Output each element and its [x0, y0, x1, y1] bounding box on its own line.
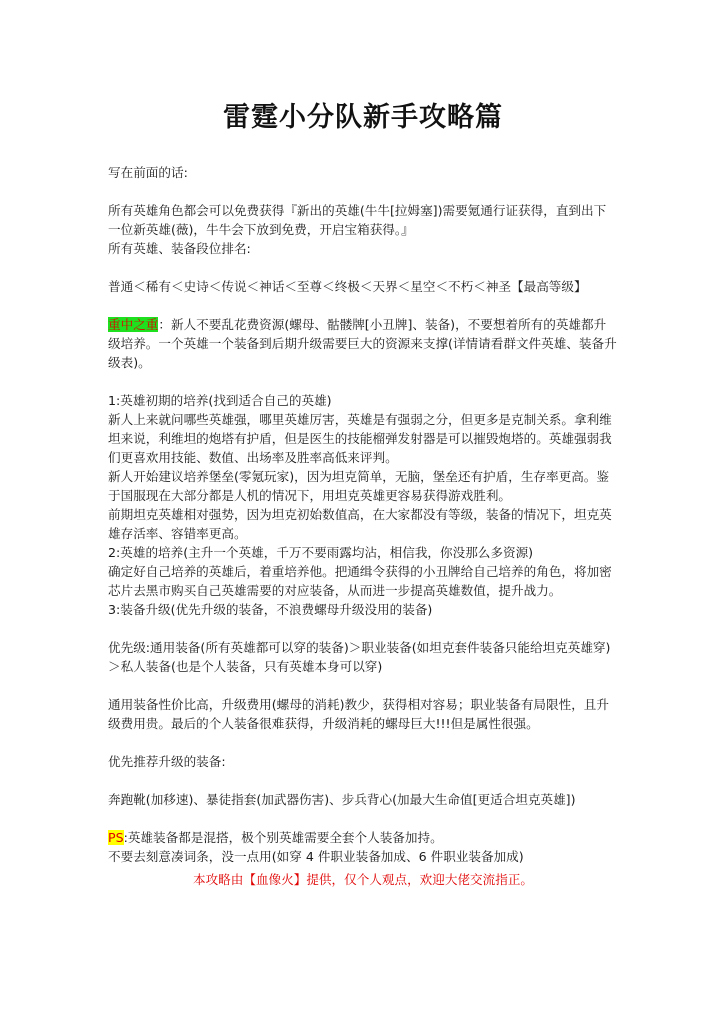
spacer	[108, 296, 618, 315]
rank-label: 所有英雄、装备段位排名:	[108, 241, 251, 256]
spacer	[108, 771, 618, 790]
key-point-highlight: 重中之重	[108, 317, 159, 332]
compare-paragraph: 通用装备性价比高，升级费用(螺母的消耗)教少，获得相对容易；职业装备有局限性，且升级费用贵。最后的个人装备很难获得，升级消耗的螺母巨大!!!但是属性很强。	[108, 697, 609, 731]
recommend-label: 优先推荐升级的装备:	[108, 754, 226, 769]
intro-paragraph: 所有英雄角色都会可以免费获得『新出的英雄(牛牛[拉姆塞])需要氪通行证获得，直到出下一位新英雄(薇)，牛牛会下放到免费，开启宝箱获得。』	[108, 203, 607, 237]
recommend-items: 奔跑靴(加移速)、暴徒指套(加武器伤害)、步兵背心(加最大生命值[更适合坦克英雄])	[108, 792, 576, 807]
key-point-text: ：新人不要乱花费资源(螺母、骷髅牌[小丑牌]、装备)，不要想着所有的英雄都升级培养。一个英雄一个装备到后期升级需要巨大的资源来支撑(详情请看群文件英雄、装备升级表)。	[108, 317, 617, 370]
spacer	[108, 676, 618, 695]
document-body	[108, 163, 618, 889]
section2-paragraph-1: 确定好自己培养的英雄后，着重培养他。把通缉令获得的小丑牌给自己培养的角色，将加密芯片去黑市购买自己英雄需要的对应装备，从而进一步提高英雄数值，提升战力。	[108, 564, 612, 598]
key-point-paragraph	[108, 315, 618, 372]
section3-heading: 3:装备升级(优先升级的装备，不浪费螺母升级没用的装备)	[108, 602, 433, 617]
footer-note: 本攻略由【血像火】提供，仅个人观点，欢迎大佬交流指正。	[192, 872, 534, 887]
preface-label: 写在前面的话:	[108, 165, 188, 180]
spacer	[108, 372, 618, 391]
document-title: 雷霆小分队新手攻略篇	[223, 102, 503, 133]
ps-text: :英雄装备都是混搭，极个别英雄需要全套个人装备加持。	[123, 830, 443, 845]
spacer	[108, 182, 618, 201]
section1-heading: 1:英雄初期的培养(找到适合自己的英雄)	[108, 393, 332, 408]
section1-paragraph-1: 新人上来就问哪些英雄强，哪里英雄厉害，英雄是有强弱之分，但更多是克制关系。拿利维坦来说，利维坦的炮塔有护盾，但是医生的技能榴弹发射器是可以摧毁炮塔的。英雄强弱我们更喜欢用技能、数值、出场率及胜率高低来评判。	[108, 412, 612, 465]
ps-highlight: PS	[108, 830, 124, 845]
section2-heading: 2:英雄的培养(主升一个英雄，千万不要雨露均沾，相信我，你没那么多资源)	[108, 545, 534, 560]
spacer	[108, 619, 618, 638]
ps-line-2: 不要去刻意凑词条，没一点用(如穿 4 件职业装备加成、6 件职业装备加成)	[108, 849, 524, 864]
spacer	[108, 258, 618, 277]
spacer	[108, 733, 618, 752]
ps-paragraph	[108, 828, 618, 847]
section1-paragraph-3: 前期坦克英雄相对强势，因为坦克初始数值高，在大家都没有等级，装备的情况下，坦克英雄存活率、容错率更高。	[108, 507, 612, 541]
spacer	[108, 809, 618, 828]
rank-line: 普通＜稀有＜史诗＜传说＜神话＜至尊＜终极＜天界＜星空＜不朽＜神圣【最高等级】	[108, 279, 587, 294]
priority-paragraph: 优先级:通用装备(所有英雄都可以穿的装备)＞职业装备(如坦克套件装备只能给坦克英雄穿)＞私人装备(也是个人装备，只有英雄本身可以穿)	[108, 640, 611, 674]
section1-paragraph-2: 新人开始建议培养堡垒(零氪玩家)，因为坦克简单，无脑，堡垒还有护盾，生存率更高。鉴于国服现在大部分都是人机的情况下，用坦克英雄更容易获得游戏胜利。	[108, 469, 609, 503]
